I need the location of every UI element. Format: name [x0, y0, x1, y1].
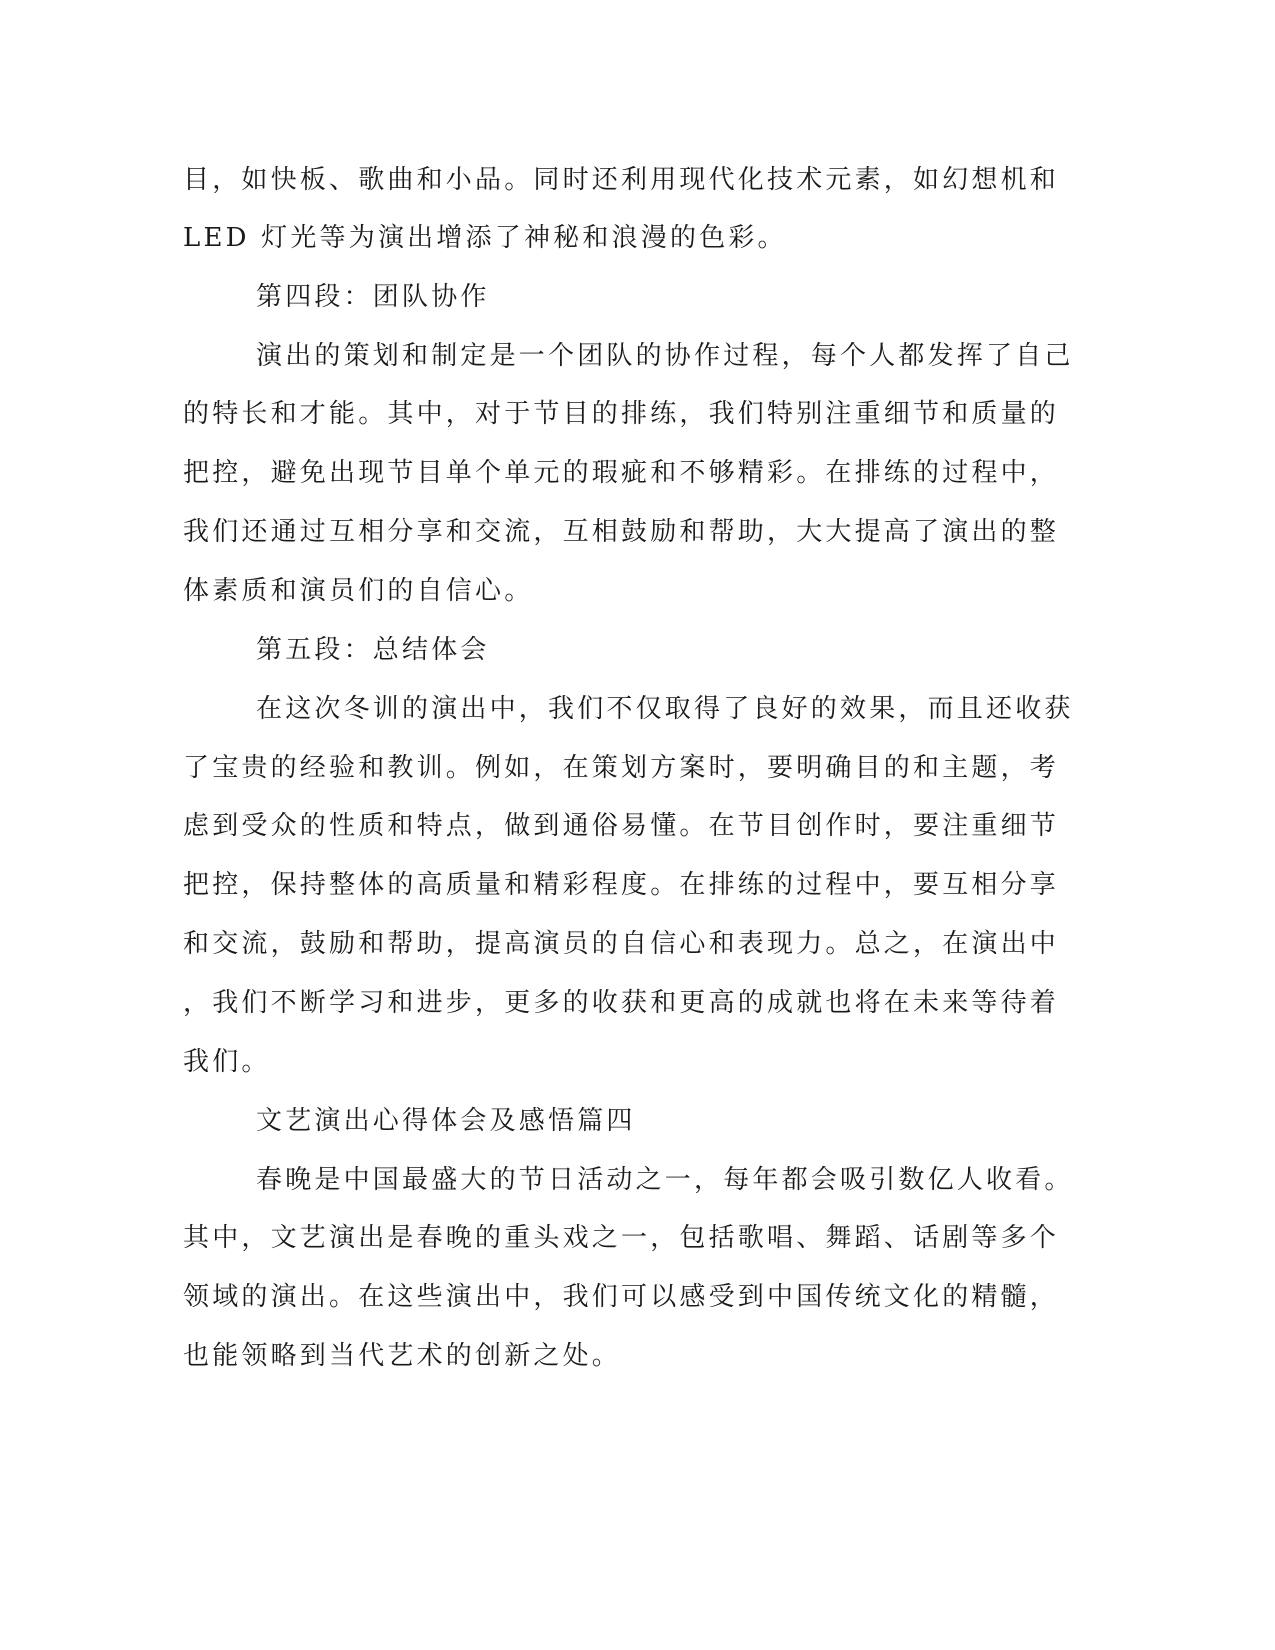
section-heading: 文艺演出心得体会及感悟篇四 — [256, 1106, 636, 1136]
section-heading: 第五段：总结体会 — [256, 635, 490, 665]
body-line: 演出的策划和制定是一个团队的协作过程，每个人都发挥了自己 — [256, 341, 1074, 371]
body-line: ，我们不断学习和进步，更多的收获和更高的成就也将在未来等待着 — [183, 988, 1060, 1018]
body-line: 体素质和演员们的自信心。 — [183, 576, 534, 606]
body-line: 在这次冬训的演出中，我们不仅取得了良好的效果，而且还收获 — [256, 694, 1074, 724]
body-line: 把控，保持整体的高质量和精彩程度。在排练的过程中，要互相分享 — [183, 870, 1060, 900]
body-line: 春晚是中国最盛大的节日活动之一，每年都会吸引数亿人收看。 — [256, 1165, 1074, 1195]
body-line: 其中，文艺演出是春晚的重头戏之一，包括歌唱、舞蹈、话剧等多个 — [183, 1223, 1060, 1253]
body-line: 目，如快板、歌曲和小品。同时还利用现代化技术元素，如幻想机和 — [183, 165, 1060, 195]
body-line: 和交流，鼓励和帮助，提高演员的自信心和表现力。总之，在演出中 — [183, 929, 1060, 959]
body-line: 领域的演出。在这些演出中，我们可以感受到中国传统文化的精髓， — [183, 1282, 1060, 1312]
body-line: 我们。 — [183, 1047, 271, 1077]
body-line: 了宝贵的经验和教训。例如，在策划方案时，要明确目的和主题，考 — [183, 753, 1060, 783]
body-line: 虑到受众的性质和特点，做到通俗易懂。在节目创作时，要注重细节 — [183, 811, 1060, 841]
body-line: LED 灯光等为演出增添了神秘和浪漫的色彩。 — [183, 223, 787, 253]
body-line: 的特长和才能。其中，对于节目的排练，我们特别注重细节和质量的 — [183, 399, 1060, 429]
body-line: 把控，避免出现节目单个单元的瑕疵和不够精彩。在排练的过程中， — [183, 458, 1060, 488]
body-line: 我们还通过互相分享和交流，互相鼓励和帮助，大大提高了演出的整 — [183, 517, 1060, 547]
section-heading: 第四段：团队协作 — [256, 282, 490, 312]
body-line: 也能领略到当代艺术的创新之处。 — [183, 1341, 622, 1371]
